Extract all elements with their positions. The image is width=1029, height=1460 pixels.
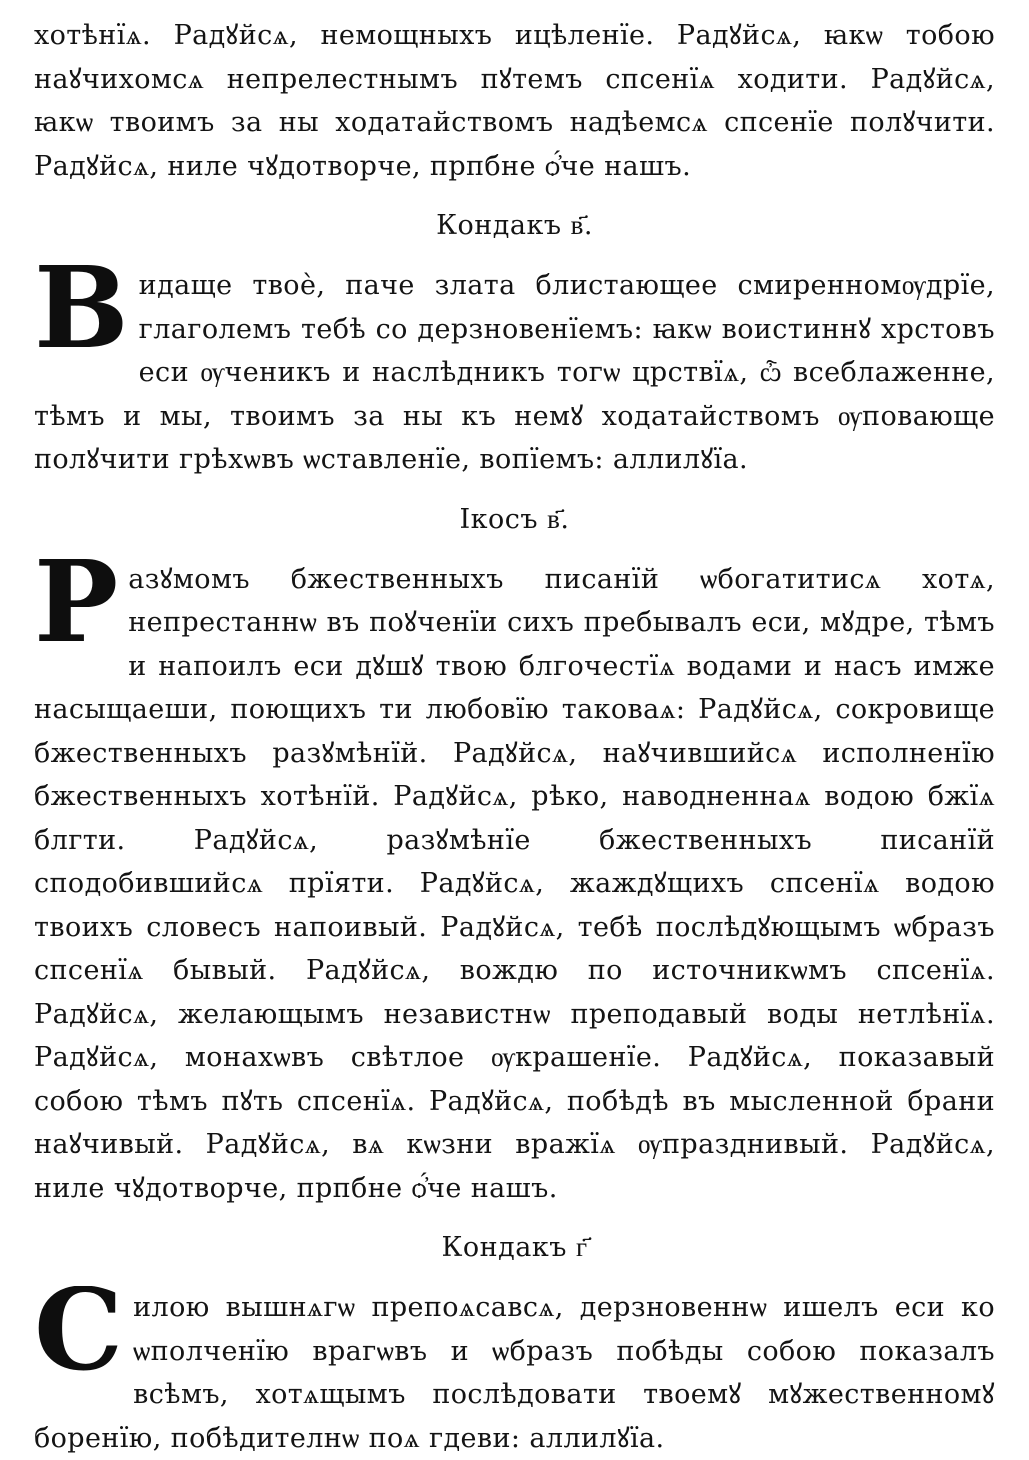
paragraph-kondak-3: [34, 1286, 995, 1460]
paragraph-text: азꙋмомъ бжественныхъ писанїй ѡбогатитисѧ хотѧ, непрестаннѡ въ поꙋченїи сихъ пребывалъ еси, мꙋдре, тѣмъ и напоилъ еси дꙋшꙋ твою блгочестїѧ водами и насъ имже насыщаеши, поющихъ ти любовїю таковаѧ: Радꙋйсѧ, сокровище бжественныхъ разꙋмѣнїй. Радꙋйсѧ, наꙋчившийсѧ исполненїю бжественныхъ хотѣнїй. Радꙋйсѧ, рѣко, наводненнаѧ водою бжїѧ блгти. Радꙋйсѧ, разꙋмѣнїе бжественныхъ писанїй сподобившийсѧ прїяти. Радꙋйсѧ, жаждꙋщихъ спсенїѧ водою твоихъ словесъ напоивый. Радꙋйсѧ, тебѣ послѣдꙋющымъ ѡбразъ спсенїѧ бывый. Радꙋйсѧ, вождю по источникѡмъ спсенїѧ. Радꙋйсѧ, желающымъ независтнѡ преподавый воды нетлѣнїѧ. Радꙋйсѧ, монахѡвъ свѣтлое ѹкрашенїе. Радꙋйсѧ, показавый собою тѣмъ пꙋть спсенїѧ. Радꙋйсѧ, побѣдѣ въ мысленной брани наꙋчивый. Радꙋйсѧ, вѧ кѡзни вражїѧ ѹпразднивый. Радꙋйсѧ, ниле чꙋдотворче, прпбне ѻ҆́че нашъ.: [34, 563, 995, 1204]
paragraph-ikos-2: [34, 558, 995, 1211]
paragraph-text: илою вышнѧгѡ препоѧсавсѧ, дерзновеннѡ ишелъ еси ко ѡполченїю врагѡвъ и ѡбразъ побѣды собою показалъ всѣмъ, хотѧщымъ послѣдовати твоемꙋ мꙋжественномꙋ боренїю, побѣдителнѡ поѧ гдеви: аллилꙋїа.: [34, 1292, 995, 1454]
paragraph-kondak-2: [34, 264, 995, 482]
paragraph-text: хотѣнїѧ. Радꙋйсѧ, немощныхъ ицѣленїе. Радꙋйсѧ, ꙗкѡ тобою наꙋчихомсѧ непрелестнымъ пꙋтемъ спсенїѧ ходити. Радꙋйсѧ, ꙗкѡ твоимъ за ны ходатайствомъ надѣемсѧ спсенїе полꙋчити. Радꙋйсѧ, ниле чꙋдотворче, прпбне ѻ҆́че нашъ.: [34, 20, 995, 182]
drop-cap-letter: С: [34, 1286, 124, 1396]
drop-cap-letter: В: [34, 264, 129, 374]
paragraph-ikos-1-ending: [34, 14, 995, 188]
drop-cap-letter: Р: [34, 557, 119, 668]
heading-kondak-3: Кондакъ г҃: [441, 1232, 588, 1263]
heading-ikos-2: Ікосъ в҃.: [459, 503, 570, 535]
heading-kondak-2: Кондакъ в҃.: [436, 210, 593, 241]
paragraph-text: идаще твоѐ, паче злата блистающее смиренномѹдрїе, глаголемъ тебѣ со дерзновенїемъ: ꙗкѡ воистиннꙋ хрстовъ еси ѹченикъ и наслѣдникъ тогѡ црствїѧ, ѽ всеблаженне, тѣмъ и мы, твоимъ за ны къ немꙋ ходатайствомъ ѹповающе полꙋчити грѣхѡвъ ѡставленїе, вопїемъ: аллилꙋїа.: [34, 270, 995, 475]
